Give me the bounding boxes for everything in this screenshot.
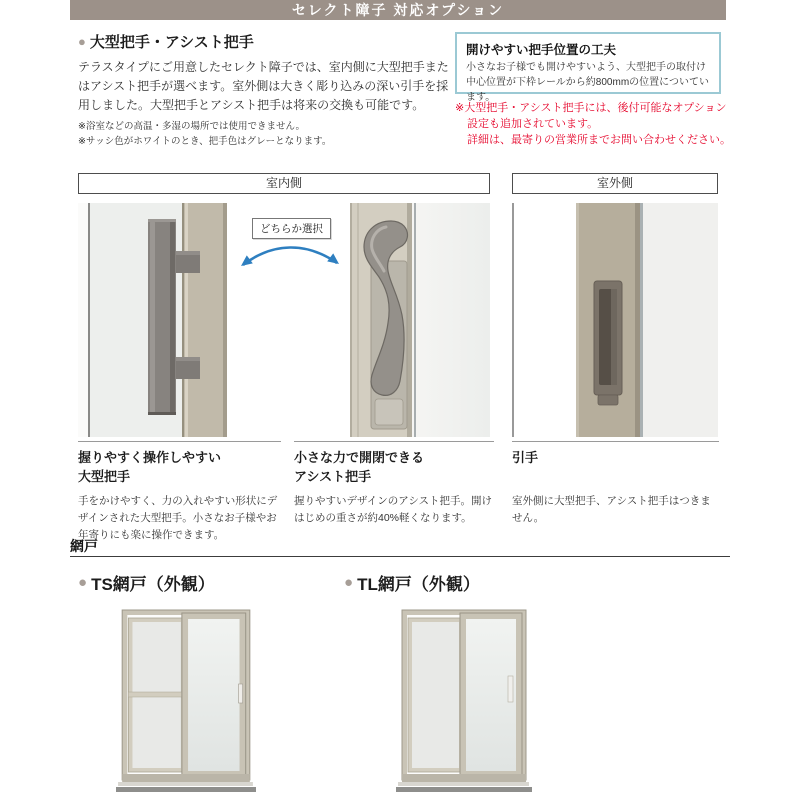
bullet-icon: ● bbox=[344, 574, 354, 591]
screen-door-heading: 網戸 bbox=[70, 538, 98, 554]
handle-section-heading bbox=[78, 31, 452, 52]
red-option-note bbox=[455, 101, 745, 149]
assist-handle-caption bbox=[294, 441, 494, 527]
caption-title-line: 引手 bbox=[512, 450, 539, 465]
handle-notes bbox=[78, 119, 452, 149]
pull-handle-photo bbox=[512, 203, 718, 437]
handle-section-heading-text: 大型把手・アシスト把手 bbox=[89, 34, 254, 51]
tip-box-body: 小さなお子様でも開けやすいよう、大型把手の取付け中心位置が下枠レールから約800mmの位置についています。 bbox=[466, 62, 709, 103]
ts-screen-door-image bbox=[116, 606, 256, 796]
pull-handle-caption bbox=[512, 441, 719, 527]
caption-title-line: 小さな力で開閉できる bbox=[294, 450, 425, 465]
large-handle-caption bbox=[78, 441, 281, 543]
page-title: セレクト障子 対応オプション bbox=[70, 0, 726, 20]
tip-box bbox=[455, 32, 721, 103]
tl-door-illustration bbox=[396, 606, 532, 796]
caption-title bbox=[294, 449, 494, 489]
tl-screen-door-label-text: TL網戸（外観） bbox=[357, 575, 480, 594]
choice-arrow-icon bbox=[233, 238, 347, 274]
curved-double-arrow-icon bbox=[233, 238, 347, 274]
ts-screen-door-label-text: TS網戸（外観） bbox=[91, 575, 215, 594]
section-divider bbox=[70, 556, 730, 557]
caption-title-line: アシスト把手 bbox=[294, 468, 372, 484]
caption-body: 室外側に大型把手、アシスト把手はつきません。 bbox=[512, 495, 711, 524]
handle-note: ※浴室などの高温・多湿の場所では使用できません。 bbox=[78, 120, 306, 132]
caption-title-line: 握りやすく操作しやすい bbox=[78, 450, 222, 465]
caption-body: 握りやすいデザインのアシスト把手。開けはじめの重さが約40%軽くなります。 bbox=[294, 495, 493, 524]
choice-callout: どちらか選択 bbox=[252, 218, 331, 239]
ts-screen-door-label bbox=[78, 570, 215, 595]
outdoor-side-label: 室外側 bbox=[512, 173, 718, 194]
pull-handle-illustration bbox=[512, 203, 718, 437]
handle-description: テラスタイプにご用意したセレクト障子では、室内側に大型把手またはアシスト把手が選べます。室外側は大きく彫り込みの深い引手を採用しました。大型把手とアシスト把手は将来の交換も可能です。 bbox=[78, 60, 449, 113]
tl-screen-door-image bbox=[396, 606, 532, 796]
handle-intro-block bbox=[78, 31, 452, 149]
red-note-line: 設定も追加されています。 bbox=[467, 117, 599, 130]
indoor-side-label: 室内側 bbox=[78, 173, 490, 194]
red-note-line: ※大型把手・アシスト把手には、後付可能なオプション bbox=[455, 102, 727, 114]
red-note-line: 詳細は、最寄りの営業所までお問い合わせください。 bbox=[467, 133, 731, 146]
bullet-icon: ● bbox=[78, 574, 88, 591]
caption-title bbox=[78, 449, 281, 489]
caption-body: 手をかけやすく、力の入れやすい形状にデザインされた大型把手。小さなお子様やお年寄りにも楽に操作できます。 bbox=[78, 495, 278, 541]
handle-note: ※サッシ色がホワイトのとき、把手色はグレーとなります。 bbox=[78, 135, 332, 147]
caption-title-line: 大型把手 bbox=[78, 468, 131, 484]
tip-box-title: 開けやすい把手位置の工夫 bbox=[466, 43, 617, 57]
ts-door-illustration bbox=[116, 606, 256, 796]
caption-title bbox=[512, 449, 719, 489]
tl-screen-door-label bbox=[344, 570, 480, 595]
bullet-icon: ● bbox=[78, 34, 86, 49]
